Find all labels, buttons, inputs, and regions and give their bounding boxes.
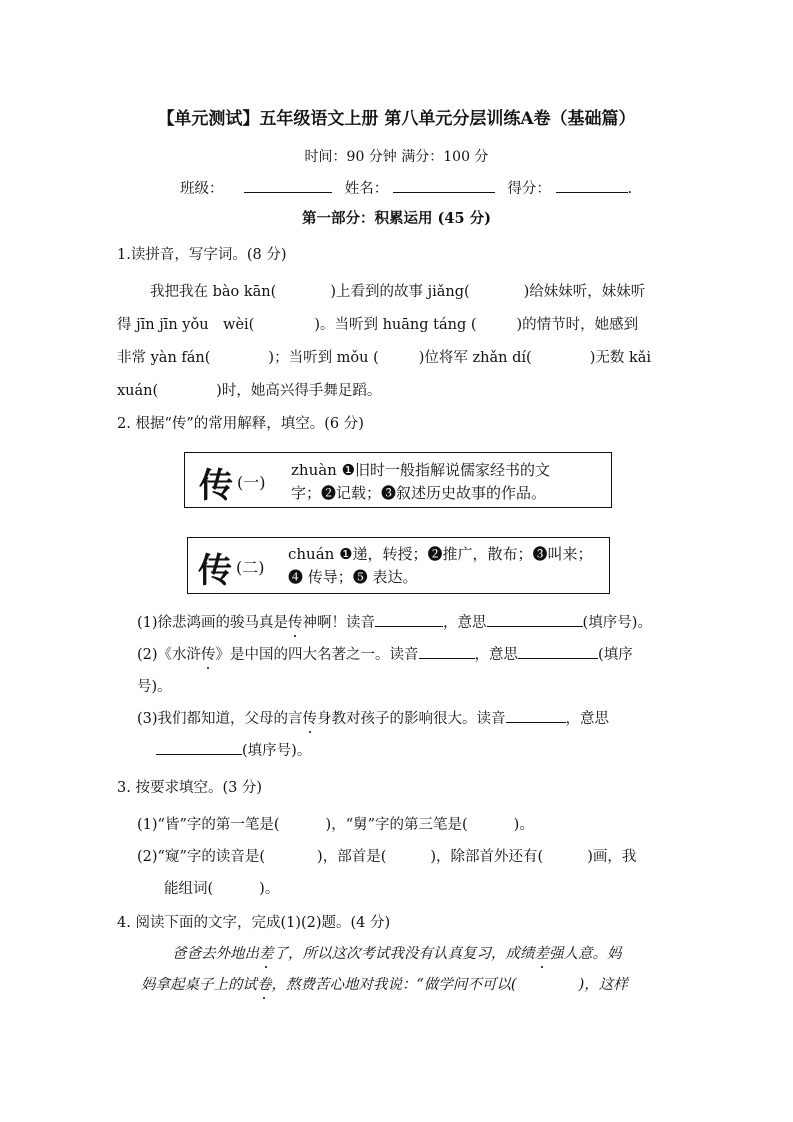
q3-text: (2)“窥”字的读音是( <box>137 849 266 865</box>
definition-box-zhuan <box>184 452 612 508</box>
zhuan-def-line2: 字；❷记载；❸叙述历史故事的作品。 <box>291 484 547 502</box>
q2-text: (填序号)。 <box>242 743 312 759</box>
q3-text: (1)“皆”字的第一笔是( <box>137 817 280 833</box>
q1-line2 <box>117 313 638 334</box>
q1-text: )上看到的故事 jiǎng( <box>330 284 470 300</box>
q3-sub2-cont <box>164 877 279 898</box>
q2-text: 神啊！读音 <box>302 615 376 631</box>
q2-text: (3)我们都知道，父母的言 <box>137 711 303 727</box>
q2-pronunciation-blank[interactable] <box>419 644 475 659</box>
dotted-char: 传 <box>302 711 318 727</box>
q1-text: )的情节时，她感到 <box>516 317 639 333</box>
q2-meaning-blank[interactable] <box>156 740 242 755</box>
student-info-row <box>180 177 632 198</box>
score-label: 得分： <box>507 181 551 197</box>
q3-text: )，“舅”字的第三笔是( <box>325 817 468 833</box>
q2-text: 身教对孩子的影响很大。读音 <box>317 711 506 727</box>
q2-text: (1)徐悲鸿画的骏马真是 <box>137 615 289 631</box>
q2-pronunciation-blank[interactable] <box>375 612 443 627</box>
q2-sub2 <box>137 643 633 664</box>
q1-text: )给妹妹听，妹妹听 <box>523 284 646 300</box>
q4-text: )，这样 <box>578 977 628 993</box>
q1-line1 <box>150 280 645 301</box>
time-info: 时间：90 分钟 满分：100 分 <box>304 149 489 165</box>
q2-title: 2. 根据“传”的常用解释，填空。(6 分) <box>117 416 364 432</box>
class-label: 班级： <box>180 181 224 197</box>
q2-text: 》是中国的四大名著之一。读音 <box>215 647 419 663</box>
q3-text: )，部首是( <box>317 849 387 865</box>
dotted-char: 差 <box>259 946 274 962</box>
q2-text: ，意思 <box>443 615 487 631</box>
chuan-char: 传 <box>198 551 232 591</box>
chuan-def-line2: ❹ 传导；❺ 表达。 <box>288 568 418 586</box>
chuan-def-line1: chuán ❶递，转授；❷推广，散布；❸叫来； <box>288 545 593 563</box>
zhuan-def-line1: zhuàn ❶旧时一般指解说儒家经书的文 <box>291 461 551 479</box>
q4-text: ，熬费苦心地对我说：“做学问不可以( <box>271 977 517 993</box>
name-label: 姓名： <box>344 181 389 197</box>
q1-text: 得 jīn jīn yǒu wèi( <box>117 317 255 333</box>
q3-text: 能组词( <box>164 881 214 897</box>
q2-text: (填序 <box>598 647 633 663</box>
page-title: 【单元测试】五年级语文上册 第八单元分层训练A卷（基础篇） <box>157 109 636 129</box>
q4-text: 妈拿起桌子上的试 <box>141 977 257 993</box>
q1-text: xuán( <box>117 383 159 399</box>
definition-box-chuan <box>187 537 610 594</box>
dotted-char: 传 <box>288 615 303 631</box>
score-field[interactable] <box>556 178 628 193</box>
zhuan-char: 传 <box>199 466 233 506</box>
q2-text: (2)《水浒 <box>137 647 202 663</box>
q1-line3 <box>117 346 651 367</box>
q2-sub1 <box>137 611 652 632</box>
q2-meaning-blank[interactable] <box>487 612 583 627</box>
q3-sub1 <box>137 813 534 834</box>
q4-passage-line1 <box>172 942 622 963</box>
q1-text: )位将军 zhǎn dí( <box>418 350 532 366</box>
q1-text: )无数 kǎi <box>589 350 652 366</box>
q3-text: )。 <box>259 881 280 897</box>
q3-text: )，除部首外还有( <box>430 849 544 865</box>
q1-text: 非常 yàn fán( <box>117 350 211 366</box>
q4-title: 4. 阅读下面的文字，完成(1)(2)题。(4 分) <box>117 915 391 931</box>
dotted-char: 卷 <box>257 977 272 993</box>
dotted-char: 传 <box>201 647 216 663</box>
part1-heading: 第一部分：积累运用 (45 分) <box>302 210 491 227</box>
q1-text: )；当听到 mǒu ( <box>268 350 379 366</box>
q1-title: 1.读拼音，写字词。(8 分) <box>117 247 287 263</box>
q4-text: 了，所以这次考试我没有认真复习，成绩 <box>273 946 535 962</box>
q3-text: )。 <box>513 817 534 833</box>
q2-sub3-cont <box>156 739 311 760</box>
q3-text: )画，我 <box>587 849 637 865</box>
q1-text: 我把我在 bào kān( <box>150 284 277 300</box>
name-field[interactable] <box>393 178 495 193</box>
q2-meaning-blank[interactable] <box>518 644 598 659</box>
q1-text: )时，她高兴得手舞足蹈。 <box>216 383 382 399</box>
q1-text: )。当听到 huāng táng ( <box>314 317 477 333</box>
end-period: . <box>627 181 633 197</box>
dotted-char: 差 <box>534 946 549 962</box>
q1-line4 <box>117 379 381 400</box>
q3-sub2 <box>137 845 636 866</box>
zhuan-paren: (一) <box>237 473 266 492</box>
q4-passage-line2 <box>141 973 628 994</box>
q2-sub2-cont: 号)。 <box>137 679 172 695</box>
q2-pronunciation-blank[interactable] <box>506 708 566 723</box>
q4-text: 爸爸去外地出 <box>172 946 259 962</box>
q2-text: ，意思 <box>474 647 519 663</box>
q2-sub3 <box>137 707 609 728</box>
q2-text: ，意思 <box>565 711 610 727</box>
q4-text: 强人意。妈 <box>549 946 622 962</box>
chuan-paren: (二) <box>236 558 265 577</box>
class-field[interactable] <box>244 178 332 193</box>
q2-text: (填序号)。 <box>582 615 652 631</box>
q3-title: 3. 按要求填空。(3 分) <box>117 780 263 796</box>
